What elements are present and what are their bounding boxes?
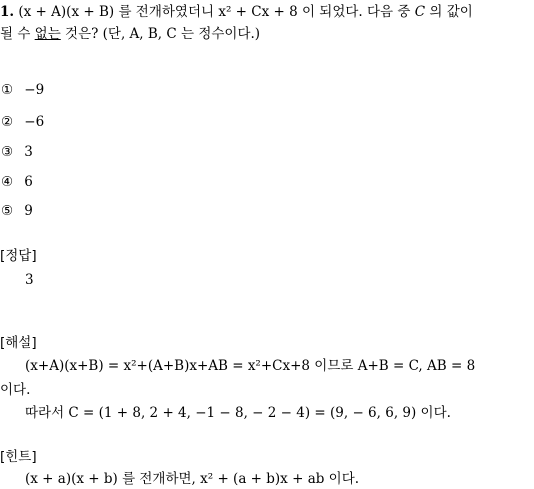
choice-marker: ② [0,114,14,130]
choice-value: −6 [24,114,45,130]
problem-text-3: 의 값이 [425,4,473,20]
explanation-line-3: 따라서 C = (1 + 8, 2 + 4, −1 − 8, − 2 − 4) = (9, − 6, 6, 9) 이다. [25,405,451,421]
choice-marker: ① [0,82,14,98]
choice-value: −9 [24,82,45,98]
answer-value: 3 [25,272,34,288]
problem-line2-prefix: 될 수 [0,26,35,42]
var-c: C [414,4,426,20]
problem-text-1: 를 전개하였더니 [114,4,219,20]
problem-text-2: 이 되었다. 다음 중 [297,4,415,20]
problem-number: 1. [0,4,15,20]
underlined-word: 없는 [34,26,61,42]
explanation-line-1: (x+A)(x+B) = x²+(A+B)x+AB = x²+Cx+8 이므로 A+B = C, AB = 8 [25,358,476,374]
choice-value: 9 [24,203,33,219]
choice-marker: ④ [0,174,14,190]
problem-line-1 [0,2,473,22]
problem-line-2 [0,24,260,44]
choice-marker: ⑤ [0,203,14,219]
problem-line2-suffix: 것은? (단, A, B, C 는 정수이다.) [60,26,261,42]
hint-heading: [힌트] [0,449,37,465]
choice-4[interactable] [0,172,33,192]
expr-lhs: (x + A)(x + B) [18,4,115,20]
choice-value: 3 [24,144,33,160]
explanation-heading: [해설] [0,335,37,351]
choice-marker: ③ [0,144,14,160]
choice-3[interactable] [0,142,33,162]
expr-rhs: x² + Cx + 8 [218,4,298,20]
hint-line-1: (x + a)(x + b) 를 전개하면, x² + (a + b)x + ab 이다. [25,471,360,487]
answer-heading: [정답] [0,248,37,264]
choice-value: 6 [24,174,33,190]
explanation-line-2: 이다. [0,382,31,398]
choice-5[interactable] [0,201,33,221]
choice-2[interactable] [0,112,44,132]
choice-1[interactable] [0,80,44,100]
